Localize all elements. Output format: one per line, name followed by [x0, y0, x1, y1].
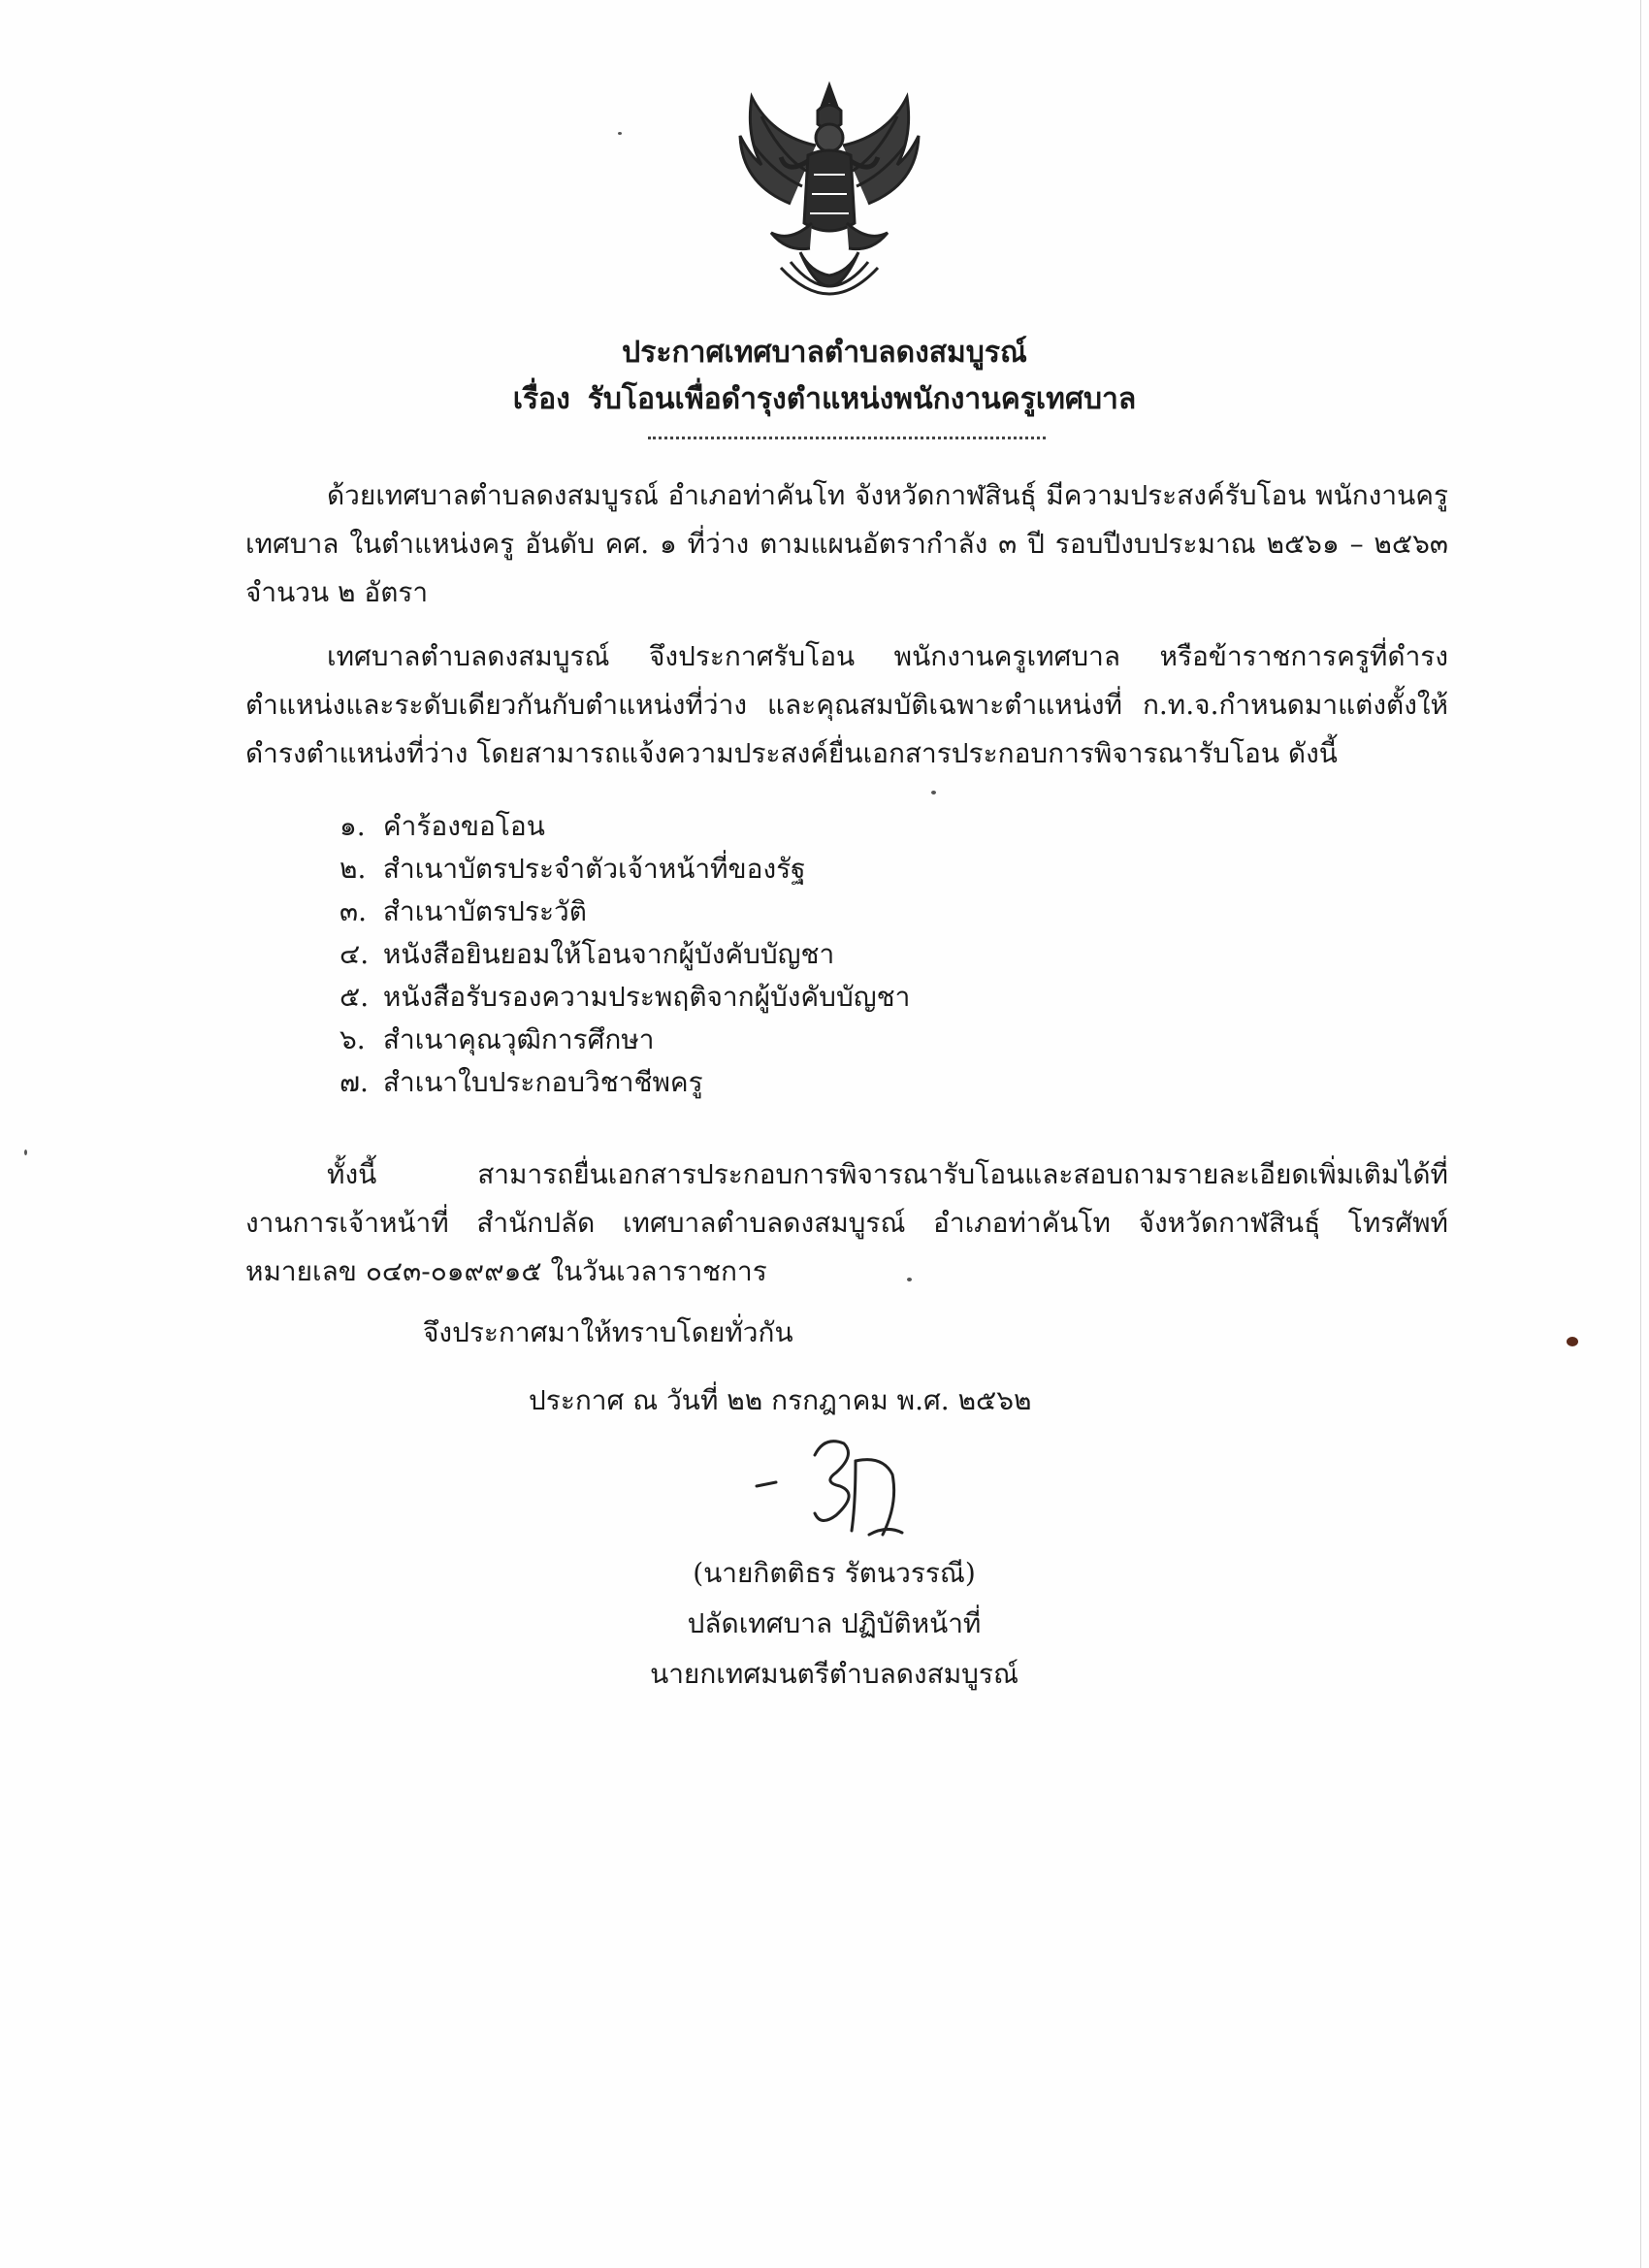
list-item-number: ๕.	[340, 981, 370, 1013]
list-item	[340, 1061, 910, 1104]
scan-speck	[24, 1150, 27, 1155]
list-item-text: สำเนาบัตรประจำตัวเจ้าหน้าที่ของรัฐ	[382, 853, 806, 885]
announce-closing: จึงประกาศมาให้ทราบโดยทั่วกัน	[423, 1316, 793, 1348]
list-item-number: ๖.	[340, 1023, 366, 1055]
paragraph-invitation	[245, 632, 1448, 778]
list-item-number: ๗.	[340, 1066, 369, 1098]
list-item	[340, 1019, 910, 1061]
handwritten-signature	[747, 1426, 941, 1552]
scan-speck	[1567, 1337, 1578, 1346]
paragraph-intro-text: ด้วยเทศบาลตำบลดงสมบูรณ์ อำเภอท่าคันโท จังหวัดกาฬสินธุ์ มีความประสงค์รับโอน พนักงานครูเทศบาล ในตำแหน่งครู อันดับ คศ. ๑ ที่ว่าง ตามแผนอัตรากำลัง ๓ ปี รอบปีงบประมาณ ๒๕๖๑ – ๒๕๖๓ จำนวน ๒ อัตรา	[245, 479, 1448, 608]
list-item-text: คำร้องขอโอน	[382, 810, 545, 842]
list-item	[340, 891, 910, 933]
list-item-text: สำเนาใบประกอบวิชาชีพครู	[382, 1066, 703, 1098]
list-item	[340, 805, 910, 848]
required-documents-list	[340, 805, 910, 1104]
list-item-number: ๓.	[340, 895, 368, 927]
dotted-separator	[648, 427, 1046, 439]
list-item-text: หนังสือยินยอมให้โอนจากผู้บังคับบัญชา	[382, 938, 835, 970]
paragraph-contact	[245, 1150, 1448, 1296]
scan-speck	[931, 791, 936, 794]
garuda-emblem-icon	[732, 78, 926, 320]
signer-position: ปลัดเทศบาล ปฏิบัติหน้าที่	[687, 1607, 982, 1639]
subject-label: เรื่อง	[512, 382, 570, 416]
list-item	[340, 848, 910, 891]
list-item-number: ๒.	[340, 853, 367, 885]
signer-name: (นายกิตติธร รัตนวรรณี)	[693, 1557, 976, 1589]
subject-line	[0, 376, 1649, 422]
scan-speck	[618, 132, 622, 135]
announcement-date: ประกาศ ณ วันที่ ๒๒ กรกฎาคม พ.ศ. ๒๕๖๒	[529, 1384, 1032, 1416]
paragraph-contact-text: ทั้งนี้ สามารถยื่นเอกสารประกอบการพิจารณารับโอนและสอบถามรายละเอียดเพิ่มเติมได้ที่ งานการเจ้าหน้าที่ สำนักปลัด เทศบาลตำบลดงสมบูรณ์ อำเภอท่าคันโท จังหวัดกาฬสินธุ์ โทรศัพท์หมายเลข ๐๔๓-๐๑๙๙๑๕ ในวันเวลาราชการ	[245, 1158, 1448, 1287]
announcement-title: ประกาศเทศบาลตำบลดงสมบูรณ์	[622, 336, 1027, 370]
list-item	[340, 976, 910, 1019]
list-item-text: สำเนาบัตรประวัติ	[382, 895, 587, 927]
list-item	[340, 933, 910, 976]
list-item-text: หนังสือรับรองความประพฤติจากผู้บังคับบัญชา	[382, 981, 911, 1013]
list-item-number: ๔.	[340, 938, 370, 970]
scan-speck	[907, 1278, 912, 1281]
subject-text: รับโอนเพื่อดำรุงตำแหน่งพนักงานครูเทศบาล	[587, 382, 1137, 416]
paragraph-invitation-text: เทศบาลตำบลดงสมบูรณ์ จึงประกาศรับโอน พนักงานครูเทศบาล หรือข้าราชการครูที่ดำรงตำแหน่งและระดับเดียวกันกับตำแหน่งที่ว่าง และคุณสมบัติเฉพาะตำแหน่งที่ ก.ท.จ.กำหนดมาแต่งตั้งให้ดำรงตำแหน่งที่ว่าง โดยสามารถแจ้งความประสงค์ยื่นเอกสารประกอบการพิจารณารับโอน ดังนี้	[245, 640, 1448, 769]
list-item-text: สำเนาคุณวุฒิการศึกษา	[382, 1023, 655, 1055]
list-item-number: ๑.	[340, 810, 366, 842]
paragraph-intro	[245, 471, 1448, 617]
signer-office: นายกเทศมนตรีตำบลดงสมบูรณ์	[650, 1658, 1018, 1690]
